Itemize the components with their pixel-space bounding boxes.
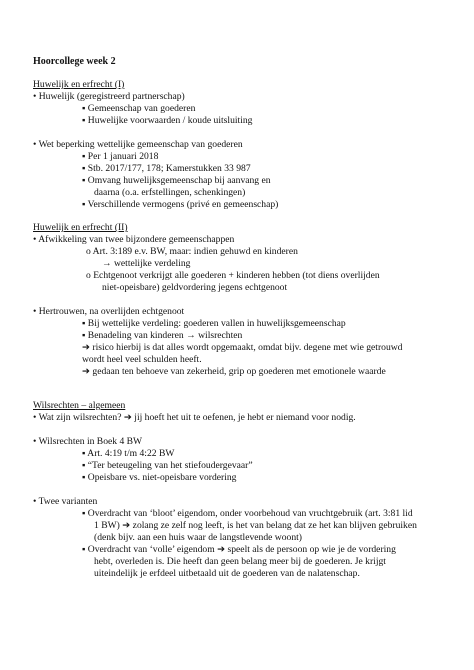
bullet-hertrouwen: • Hertrouwen, na overlijden echtgenoot xyxy=(33,306,185,317)
subbullet-bloot-eigendom-cont-2: (denk bijv. aan een huis waar de langstlevende woont) xyxy=(94,532,302,543)
subbullet-bloot-eigendom-cont-1: 1 BW) ➔ zolang ze zelf nog leeft, is het van belang dat ze het kan blijven gebruiken xyxy=(94,520,417,531)
arrow-zekerheid: ➔ gedaan ten behoeve van zekerheid, grip op goederen met emotionele waarde xyxy=(82,366,386,377)
subbullet-volle-eigendom-cont-2: uiteindelijk je erfdeel uitbetaald uit de goederen van de nalatenschap. xyxy=(94,568,360,579)
arrow-risico: ➔ risico hierbij is dat alles wordt opgemaakt, omdat bijv. degene met wie getrouwd xyxy=(82,342,403,353)
bullet-wilsrechten-boek-4: • Wilsrechten in Boek 4 BW xyxy=(33,436,143,447)
subbullet-stiefoudergevaar: ▪ “Ter beteugeling van het stiefoudergevaar” xyxy=(82,460,253,471)
subbullet-huwelijkse-voorwaarden: ▪ Huwelijke voorwaarden / koude uitsluiting xyxy=(82,115,253,126)
subbullet-gemeenschap: ▪ Gemeenschap van goederen xyxy=(82,103,196,114)
bullet-twee-varianten: • Twee varianten xyxy=(33,496,98,507)
subbullet-art-3189-cont: → wettelijke verdeling xyxy=(102,258,191,269)
subbullet-stb: ▪ Stb. 2017/177, 178; Kamerstukken 33 987 xyxy=(82,163,251,174)
subbullet-wettelijke-verdeling: ▪ Bij wettelijke verdeling: goederen vallen in huwelijksgemeenschap xyxy=(82,318,346,329)
section-heading-huwelijk-2: Huwelijk en erfrecht (II) xyxy=(33,222,128,233)
subbullet-volle-eigendom: ▪ Overdracht van ‘volle’ eigendom ➔ speelt als de persoon op wie je de vordering xyxy=(82,544,396,555)
arrow-risico-cont: wordt heel veel schulden heeft. xyxy=(82,354,202,365)
subbullet-omvang-cont: daarna (o.a. erfstellingen, schenkingen) xyxy=(94,187,246,198)
subbullet-vermogens: ▪ Verschillende vermogens (privé en gemeenschap) xyxy=(82,199,279,210)
bullet-afwikkeling: • Afwikkeling van twee bijzondere gemeenschappen xyxy=(33,234,235,245)
subbullet-bloot-eigendom: ▪ Overdracht van ‘bloot’ eigendom, onder voorbehoud van vruchtgebruik (art. 3:81 lid xyxy=(82,508,413,519)
page-title: Hoorcollege week 2 xyxy=(33,56,116,67)
subbullet-opeisbare: ▪ Opeisbare vs. niet-opeisbare vordering xyxy=(82,472,237,483)
subbullet-omvang: ▪ Omvang huwelijksgemeenschap bij aanvang en xyxy=(82,175,271,186)
bullet-wet-beperking: • Wet beperking wettelijke gemeenschap van goederen xyxy=(33,139,243,150)
bullet-wat-zijn-wilsrechten: • Wat zijn wilsrechten? ➔ jij hoeft het uit te oefenen, je hebt er niemand voor nodig. xyxy=(33,412,356,423)
bullet-huwelijk: • Huwelijk (geregistreerd partnerschap) xyxy=(33,91,185,102)
subbullet-echtgenoot-cont: niet-opeisbare) geldvordering jegens echtgenoot xyxy=(102,282,288,293)
subbullet-benadeling: ▪ Benadeling van kinderen → wilsrechten xyxy=(82,330,243,341)
subbullet-art-3189: o Art. 3:189 e.v. BW, maar: indien gehuwd en kinderen xyxy=(86,246,298,257)
subbullet-echtgenoot: o Echtgenoot verkrijgt alle goederen + kinderen hebben (tot diens overlijden xyxy=(86,270,380,281)
subbullet-art-419: ▪ Art. 4:19 t/m 4:22 BW xyxy=(82,448,175,459)
section-heading-huwelijk-1: Huwelijk en erfrecht (I) xyxy=(33,79,125,90)
subbullet-volle-eigendom-cont-1: hebt, overleden is. Die heeft dan geen belang meer bij de goederen. Je krijgt xyxy=(94,556,386,567)
section-heading-wilsrechten: Wilsrechten – algemeen xyxy=(33,400,126,411)
subbullet-per-2018: ▪ Per 1 januari 2018 xyxy=(82,151,159,162)
